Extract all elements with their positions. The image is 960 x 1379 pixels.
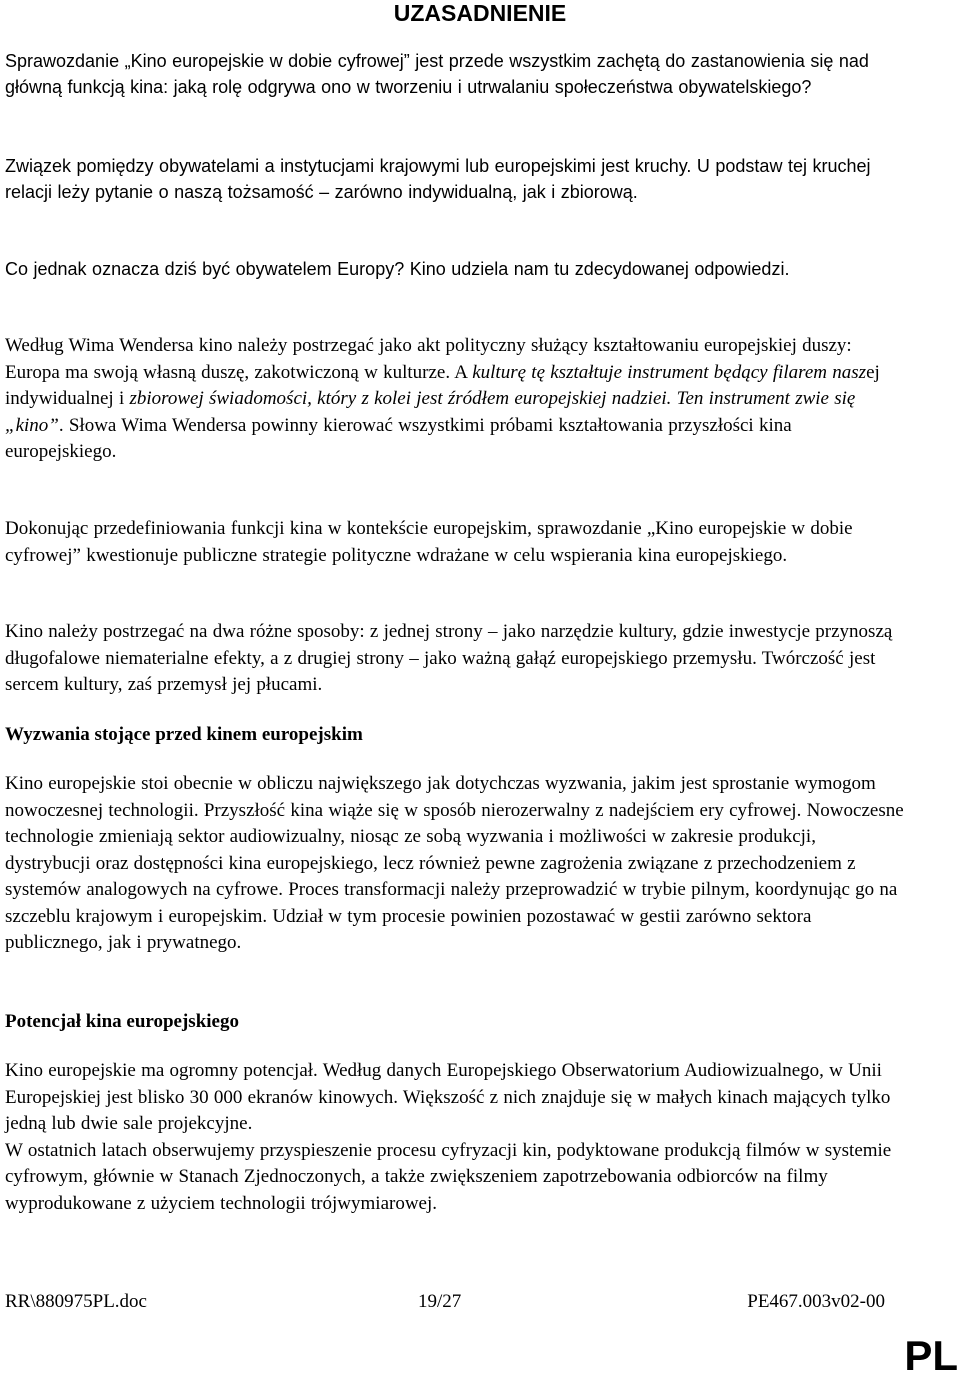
paragraph-wenders <box>5 333 905 466</box>
paragraph-text: Kino należy postrzegać na dwa różne sposoby: z jednej strony – jako narzędzie kultury, gdzie inwestycje przynoszą długofalowe niematerialne efekty, a z drugiej strony – jako ważną gałąź europejskiego przemysłu. Twórczość jest sercem kultury, zaś przemysł jej płucami. <box>5 621 893 695</box>
footer-pe-ref: PE467.003v02-00 <box>747 1291 885 1312</box>
text-segment: ej indywidualnej i <box>5 361 880 409</box>
page-footer <box>5 1289 885 1315</box>
page-title: UZASADNIENIE <box>393 0 567 26</box>
footer-doc-ref: RR\880975PL.doc <box>5 1291 147 1312</box>
paragraph-potential <box>5 1058 905 1217</box>
paragraph-intro <box>5 48 905 100</box>
paragraph-text: Dokonując przedefiniowania funkcji kina w kontekście europejskim, sprawozdanie „Kino europejskie w dobie cyfrowej” kwestionuje publiczne strategie polityczne wdrażane w celu wspierania kina europejskiego. <box>5 518 853 566</box>
paragraph-relations <box>5 153 905 205</box>
paragraph-challenges <box>5 771 905 957</box>
section-heading-potential <box>5 1009 905 1035</box>
paragraph-text: Kino europejskie stoi obecnie w obliczu największego jak dotychczas wyzwania, jakim jest sprostanie wymogom nowoczesnej technologii. Przyszłość kina wiąże się w sposób nierozerwalny z nadejściem ery cyfrowej. Nowoczesne technologie zmieniają sektor audiowizualny, niosąc ze sobą wyzwania i możliwości w zakresie produkcji, dystrybucji oraz dostępności kina europejskiego, lecz również pewne zagrożenia związane z przechodzeniem z systemów analogowych na cyfrowe. Proces transformacji należy przeprowadzić w trybie pilnym, koordynując go na szczeblu krajowym i europejskim. Udział w tym procesie powinien pozostawać w gestii zarówno sektora publicznego, jak i prywatnego. <box>5 773 904 953</box>
paragraph-text <box>5 333 905 466</box>
section-heading-challenges <box>5 722 905 748</box>
paragraph-text: Sprawozdanie „Kino europejskie w dobie cyfrowej” jest przede wszystkim zachętą do zastanowienia się nad główną funkcją kina: jaką rolę odgrywa ono w tworzeniu i utrwalaniu społeczeństwa obywatelskiego? <box>5 51 869 97</box>
text-segment: . Słowa Wima Wendersa powinny kierować wszystkimi próbami kształtowania przyszłości kina europejskiego. <box>5 414 792 462</box>
quote-segment: zbiorowej świadomości, który z kolei jest źródłem europejskiej nadziei. Ten instrument zwie się „kino” <box>5 388 856 436</box>
paragraph-text: Co jednak oznacza dziś być obywatelem Europy? Kino udziela nam tu zdecydowanej odpowiedzi. <box>5 259 790 279</box>
paragraph-text: Związek pomiędzy obywatelami a instytucjami krajowymi lub europejskimi jest kruchy. U podstaw tej kruchej relacji leży pytanie o naszą tożsamość – zarówno indywidualną, jak i zbiorową. <box>5 156 871 202</box>
section-title: Wyzwania stojące przed kinem europejskim <box>5 724 363 745</box>
paragraph-question <box>5 256 905 282</box>
section-title: Potencjał kina europejskiego <box>5 1011 239 1032</box>
paragraph-redefinition <box>5 516 905 569</box>
paragraph-text: W ostatnich latach obserwujemy przyspieszenie procesu cyfryzacji kin, podyktowane produkcją filmów w systemie cyfrowym, głównie w Stanach Zjednoczonych, a także zwiększeniem zapotrzebowania odbiorców na filmy wyprodukowane z użyciem technologii trójwymiarowej. <box>5 1139 892 1214</box>
paragraph-two-ways <box>5 619 905 699</box>
language-code: PL <box>904 1332 958 1379</box>
footer-page-number: 19/27 <box>418 1291 462 1312</box>
paragraph-text: Kino europejskie ma ogromny potencjał. Według danych Europejskiego Obserwatorium Audiowizualnego, w Unii Europejskiej jest blisko 30 000 ekranów kinowych. Większość z nich znajduje się w małych kinach mających tylko jedną lub dwie sale projekcyjne. <box>5 1060 891 1134</box>
text-segment: Według Wima Wendersa kino należy postrzegać jako akt polityczny służący kształtowaniu europejskiej duszy: Europa ma swoją własną duszę, zakotwiczoną w kulturze. A <box>5 335 852 383</box>
quote-segment: kulturę tę kształtuje instrument będący filarem nasz <box>472 361 867 383</box>
